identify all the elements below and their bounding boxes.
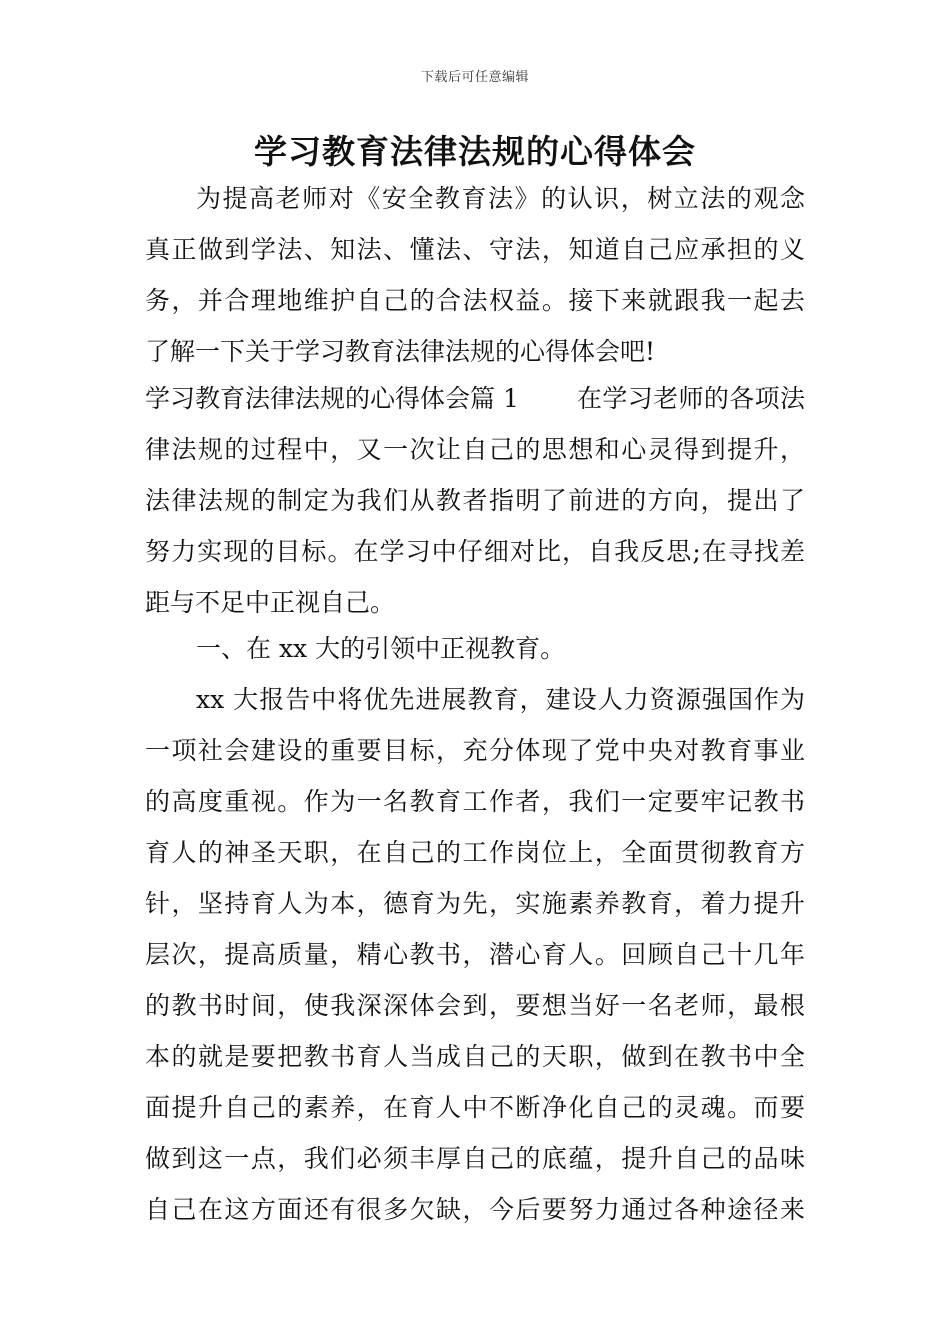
intro-line: 务，并合理地维护自己的合法权益。接下来就跟我一起去 (145, 286, 805, 315)
intro-line: 为提高老师对《安全教育法》的认识，树立法的观念 (196, 184, 805, 213)
intro-line: 了解一下关于学习教育法律法规的心得体会吧! (145, 337, 656, 366)
body-line: 层次，提高质量，精心教书，潜心育人。回顾自己十几年 (145, 940, 805, 969)
section-line: 努力实现的目标。在学习中仔细对比，自我反思;在寻找差 (145, 537, 805, 566)
body-line: 自己在这方面还有很多欠缺，今后要努力通过各种途径来 (145, 1195, 805, 1224)
body-line: 针，坚持育人为本，德育为先，实施素养教育，着力提升 (145, 889, 805, 918)
body-line: 面提升自己的素养，在育人中不断净化自己的灵魂。而要 (145, 1093, 805, 1122)
section-line: 法律法规的制定为我们从教者指明了前进的方向，提出了 (145, 486, 805, 515)
body-line: xx 大报告中将优先进展教育，建设人力资源强国作为 (196, 685, 805, 714)
body-line: 一项社会建设的重要目标，充分体现了党中央对教育事业 (145, 736, 805, 765)
body-line: 育人的神圣天职，在自己的工作岗位上，全面贯彻教育方 (145, 838, 805, 867)
body-line: 的高度重视。作为一名教育工作者，我们一定要牢记教书 (145, 787, 805, 816)
section-line: 距与不足中正视自己。 (145, 588, 396, 617)
section-first-line: 在学习老师的各项法 (577, 384, 805, 413)
section-heading: 学习教育法律法规的心得体会篇 1 (145, 384, 519, 413)
body-line: 本的就是要把教书育人当成自己的天职，做到在教书中全 (145, 1042, 805, 1071)
subheading: 一、在 xx 大的引领中正视教育。 (196, 634, 566, 663)
body-line: 做到这一点，我们必须丰厚自己的底蕴，提升自己的品味 (145, 1144, 805, 1173)
header-note: 下载后可任意编辑 (420, 70, 529, 85)
section-line: 律法规的过程中，又一次让自己的思想和心灵得到提升， (145, 435, 805, 464)
body-line: 的教书时间，使我深深体会到，要想当好一名老师，最根 (145, 991, 805, 1020)
intro-line: 真正做到学法、知法、懂法、守法，知道自己应承担的义 (145, 235, 805, 264)
document-title: 学习教育法律法规的心得体会 (254, 132, 696, 171)
